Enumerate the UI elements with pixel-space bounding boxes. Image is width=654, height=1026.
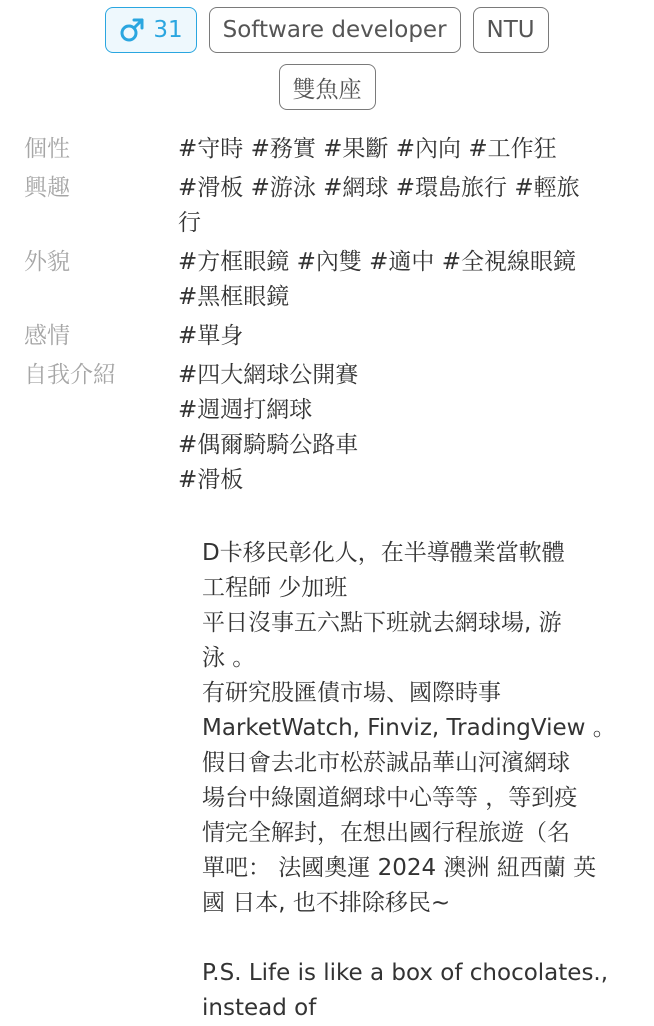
self-intro-label: 自我介紹 xyxy=(24,362,116,388)
intro-line: 場台中綠園道網球中心等等 ，等到疫 xyxy=(202,785,578,811)
intro-line: 情完全解封，在想出國行程旅遊（名 xyxy=(202,820,570,846)
intro-line: D卡移民彰化人，在半導體業當軟體 xyxy=(202,540,565,566)
interests-line-2: 行 xyxy=(178,210,201,236)
school-tag: NTU xyxy=(473,7,549,53)
profile-info-section xyxy=(0,132,654,502)
personality-label: 個性 xyxy=(24,136,70,162)
self-intro-tag: #滑板 xyxy=(178,467,244,493)
male-symbol-icon xyxy=(119,17,145,43)
paragraph-spacer xyxy=(202,921,622,956)
interests-value xyxy=(178,171,598,241)
relationship-label: 感情 xyxy=(24,323,70,349)
intro-line: 平日沒事五六點下班就去網球場, 游 xyxy=(202,610,562,636)
intro-line: 工程師 少加班 xyxy=(202,575,348,601)
appearance-label: 外貌 xyxy=(24,249,70,275)
intro-line: 國 日本, 也不排除移民~ xyxy=(202,890,451,916)
interests-row xyxy=(0,171,654,241)
intro-line: MarketWatch, Finviz, TradingView 。 xyxy=(202,715,616,741)
zodiac-tag: 雙魚座 xyxy=(279,64,376,110)
profile-tags-row-2 xyxy=(0,64,654,110)
appearance-line-2: #黑框眼鏡 xyxy=(178,284,290,310)
interests-line-1: #滑板 #游泳 #網球 #環島旅行 #輕旅 xyxy=(178,175,580,201)
personality-value: #守時 #務實 #果斷 #內向 #工作狂 xyxy=(178,136,557,162)
intro-line: 泳 。 xyxy=(202,645,256,671)
self-intro-tag: #偶爾騎騎公路車 xyxy=(178,432,359,458)
relationship-value: #單身 xyxy=(178,323,244,349)
gender-age-tag xyxy=(105,7,196,53)
self-intro-tags xyxy=(178,358,598,498)
intro-line: P.S. Life is like a box of chocolates., xyxy=(202,960,609,986)
self-intro-tag: #四大網球公開賽 xyxy=(178,362,359,388)
self-intro-tag: #週週打網球 xyxy=(178,397,313,423)
intro-line: 有研究股匯債市場、國際時事 xyxy=(202,680,501,706)
intro-line: 單吧： 法國奧運 2024 澳洲 紐西蘭 英 xyxy=(202,855,597,881)
intro-line: instead of xyxy=(202,995,317,1021)
personality-row xyxy=(0,132,654,167)
self-intro-text xyxy=(202,536,622,1026)
occupation-tag: Software developer xyxy=(209,7,461,53)
self-intro-row xyxy=(0,358,654,498)
interests-label: 興趣 xyxy=(24,175,70,201)
intro-line: 假日會去北市松菸誠品華山河濱網球 xyxy=(202,750,570,776)
appearance-line-1: #方框眼鏡 #內雙 #適中 #全視線眼鏡 xyxy=(178,249,577,275)
profile-tags-row-1 xyxy=(0,7,654,53)
age-label: 31 xyxy=(153,17,183,43)
relationship-row xyxy=(0,319,654,354)
appearance-value xyxy=(178,245,598,315)
appearance-row xyxy=(0,245,654,315)
